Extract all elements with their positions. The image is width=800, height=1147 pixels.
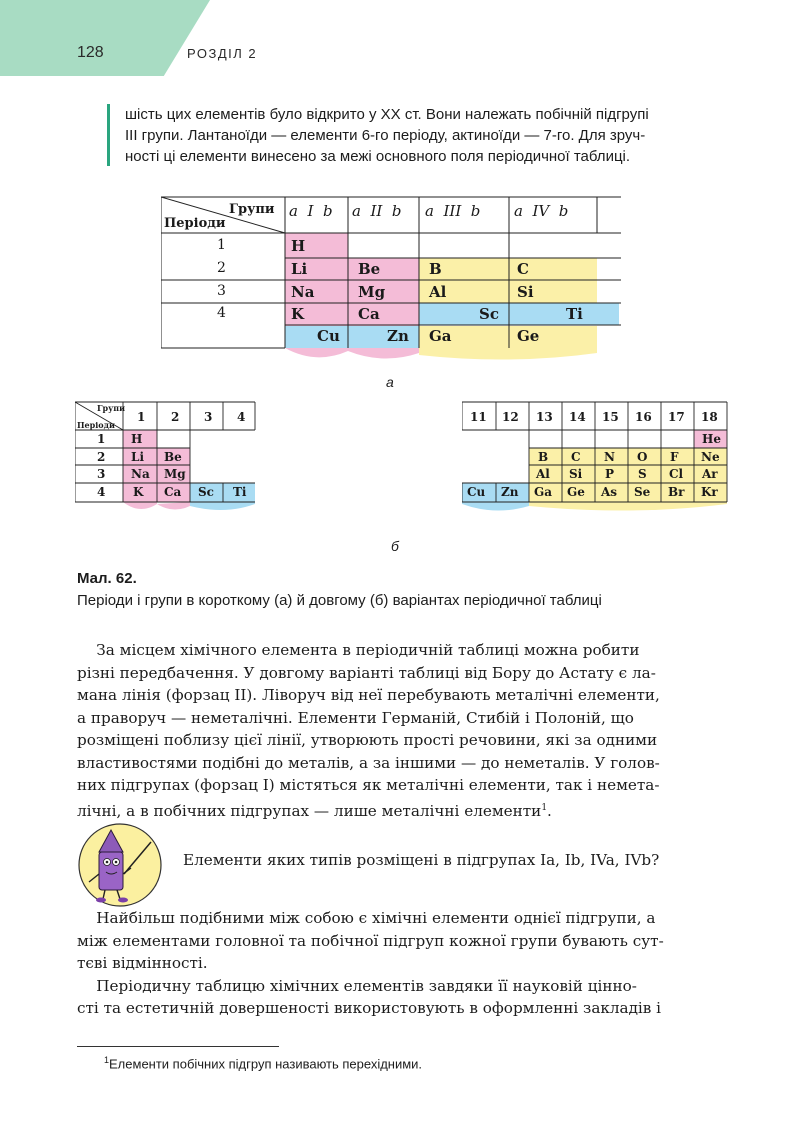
element-cell-b: Sc <box>198 485 214 499</box>
element-cell-b: Ga <box>534 485 553 499</box>
period-label-b: 3 <box>97 467 106 481</box>
footnote-mark: 1 <box>541 802 548 813</box>
element-cell-b: O <box>637 450 648 464</box>
text-line: сті та естетичній довершеності використовують в оформленні закладів і <box>77 999 662 1017</box>
element-cell-b: Mg <box>164 467 186 481</box>
element-cell-b: C <box>571 450 581 464</box>
text-line: За місцем хімічного елемента в періодичній таблиці можна робити <box>77 641 640 659</box>
element-cell-b: Li <box>131 450 144 464</box>
corner-periods-label: Періоди <box>164 216 226 231</box>
page-number: 128 <box>77 44 104 61</box>
group-header-iii: a III b <box>425 202 481 220</box>
group-header-ii: a II b <box>352 202 402 220</box>
period-label: 4 <box>217 305 226 321</box>
element-cell-b: Se <box>634 485 651 499</box>
element-cell-b: Cl <box>669 467 684 481</box>
group-num: 15 <box>602 410 619 424</box>
element-cell: Be <box>358 260 381 278</box>
element-cell: B <box>429 260 442 278</box>
element-cell: C <box>517 260 529 278</box>
figure-caption-text: Періоди і групи в короткому (а) й довгому (б) варіантах періодичної таблиці <box>77 592 602 609</box>
element-cell: Sc <box>479 305 499 323</box>
element-cell: Ca <box>358 305 380 323</box>
intro-line: ності ці елементи винесено за межі основного поля періодичної таблиці. <box>125 148 631 165</box>
text-line: властивостями подібні до металів, а за іншими — до неметалів. У голов- <box>77 753 660 772</box>
header-tab <box>0 0 210 76</box>
footnote-text: Елементи побічних підгруп називають перехідними. <box>109 1056 423 1072</box>
element-cell: Cu <box>317 327 340 345</box>
paragraph-2 <box>77 907 727 1020</box>
intro-line: шість цих елементів було відкрито у XX ст. Вони належать побічній підгрупі <box>125 106 649 123</box>
text-line: мана лінія (форзац II). Ліворуч від неї перебувають металічні елементи, <box>77 686 660 704</box>
period-label: 1 <box>217 237 226 253</box>
element-cell: Si <box>517 283 534 301</box>
quote-accent-bar <box>107 104 110 166</box>
element-cell-b: Br <box>668 485 685 499</box>
group-num: 1 <box>137 410 146 424</box>
text-line: них підгрупах (форзац I) містяться як металічні елементи, так і немета- <box>77 776 660 794</box>
figure-a-short-table <box>161 193 621 363</box>
element-cell-b: Cu <box>467 485 486 499</box>
text-line: різні передбачення. У довгому варіанті таблиці від Бору до Астату є ла- <box>77 663 656 682</box>
period-label-b: 4 <box>97 485 106 499</box>
figure-caption-title: Мал. 62. <box>77 570 137 587</box>
footnote <box>104 1055 422 1071</box>
element-cell: Li <box>291 260 308 278</box>
element-cell-b: B <box>538 450 549 464</box>
text-line: тєві відмінності. <box>77 954 208 972</box>
element-cell-b: Kr <box>701 485 718 499</box>
element-cell-b: Ar <box>702 467 718 481</box>
element-cell: Na <box>291 283 315 301</box>
element-cell-b: N <box>604 450 615 464</box>
text-line: розміщені поблизу цієї лінії, утворюють прості речовини, які за одними <box>77 731 658 749</box>
element-cell-b: Ti <box>233 485 247 499</box>
element-cell-b: He <box>702 432 721 446</box>
text-line: лічні, а в побічних підгрупах — лише металічні елементи$^1$. <box>77 801 552 820</box>
group-num: 14 <box>569 410 586 424</box>
period-label-b: 1 <box>97 432 106 446</box>
group-num: 16 <box>635 410 652 424</box>
period-label: 3 <box>217 283 226 299</box>
corner-groups-label: Групи <box>229 202 275 217</box>
element-cell-b: As <box>601 485 618 499</box>
element-cell-b: Be <box>164 450 182 464</box>
intro-quote <box>125 104 735 167</box>
element-cell-b: Si <box>569 467 583 481</box>
section-title: РОЗДІЛ 2 <box>187 46 258 61</box>
group-num: 11 <box>470 410 487 424</box>
group-num: 12 <box>502 410 519 424</box>
element-cell-b: Ca <box>164 485 182 499</box>
element-cell-b: Ne <box>701 450 720 464</box>
element-cell-b: P <box>605 467 615 481</box>
element-cell: Al <box>429 283 447 301</box>
element-cell: Ga <box>429 327 452 345</box>
element-cell-b: Ge <box>567 485 585 499</box>
element-cell: H <box>291 237 306 255</box>
element-cell-b: H <box>131 432 143 446</box>
text-line-content: лічні, а в побічних підгрупах — лише металічні елементи <box>77 801 542 820</box>
element-cell: Mg <box>358 283 386 301</box>
element-cell: Zn <box>387 327 409 345</box>
group-header-i: a I b <box>289 202 333 220</box>
element-cell: Ti <box>566 305 583 323</box>
text-line: між елементами головної та побічної підгруп кожної групи бувають сут- <box>77 931 664 950</box>
corner-periods-label-b: Періоди <box>77 420 115 430</box>
figure-b-label: б <box>391 538 399 554</box>
element-cell: K <box>291 305 305 323</box>
group-num: 4 <box>237 410 246 424</box>
intro-line: III групи. Лантаноїди — елементи 6-го періоду, актиноїди — 7-го. Для зруч- <box>125 127 646 144</box>
element-cell-b: F <box>670 450 679 464</box>
text-line: а праворуч — неметалічні. Елементи Германій, Стибій і Полоній, що <box>77 708 634 727</box>
element-cell-b: Na <box>131 467 150 481</box>
pencil-question-icon <box>77 822 163 908</box>
corner-groups-label-b: Групи <box>97 403 126 413</box>
element-cell-b: S <box>638 467 647 481</box>
period-label-b: 2 <box>97 450 106 464</box>
group-header-iv: a IV b <box>514 202 569 220</box>
group-num: 18 <box>701 410 718 424</box>
text-line: Найбільш подібними між собою є хімічні елементи однієї підгрупи, а <box>77 909 656 927</box>
group-num: 3 <box>204 410 213 424</box>
paragraph-1 <box>77 639 727 822</box>
element-cell-b: Al <box>536 467 550 481</box>
group-num: 17 <box>668 410 685 424</box>
element-cell-b: Zn <box>501 485 519 499</box>
group-num: 13 <box>536 410 553 424</box>
question-text: Елементи яких типів розміщені в підгрупах Ia, Ib, IVa, IVb? <box>183 851 660 869</box>
period-label: 2 <box>217 260 226 276</box>
element-cell: Ge <box>517 327 540 345</box>
element-cell-b: K <box>133 485 144 499</box>
footnote-number: 1 <box>104 1055 110 1065</box>
group-num: 2 <box>171 410 180 424</box>
figure-a-label: а <box>386 374 394 390</box>
footnote-divider <box>77 1046 279 1047</box>
text-line: Періодичну таблицю хімічних елементів завдяки її науковій цінно- <box>77 976 637 995</box>
